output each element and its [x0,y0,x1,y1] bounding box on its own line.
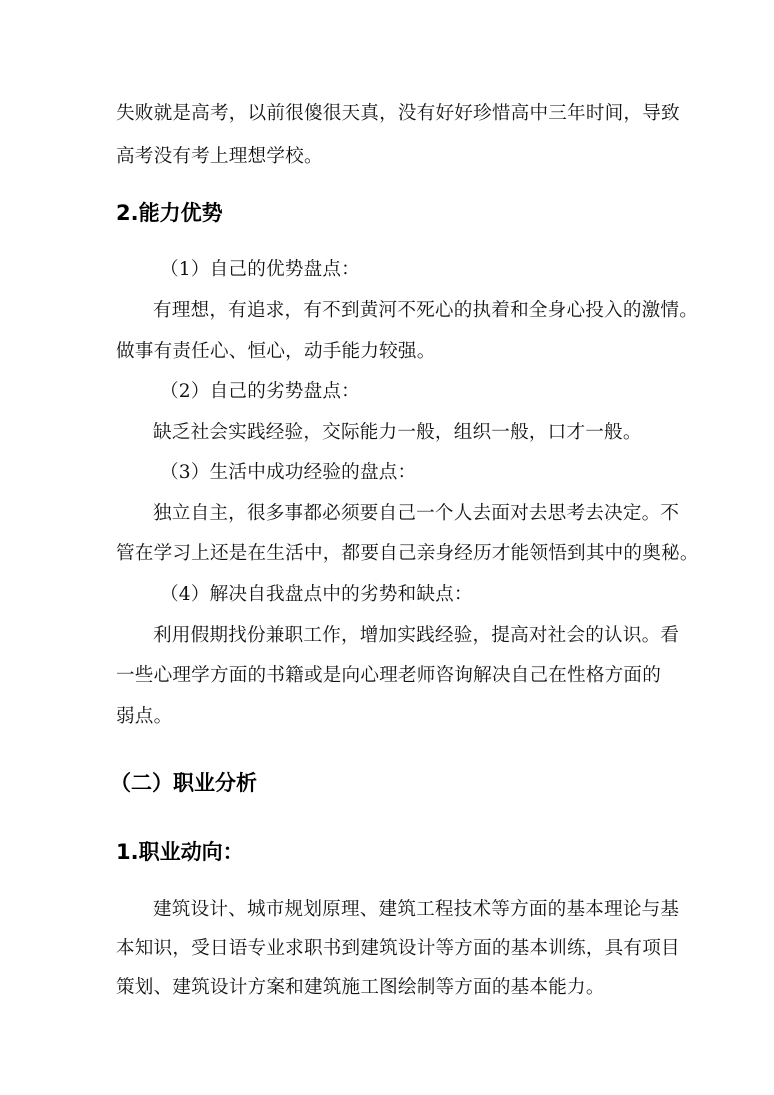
paragraph-line: 做事有责任心、恒心，动手能力较强。 [116,341,436,362]
section-heading-career: （二）职业分析 [110,771,257,795]
subsection-title: （4）解决自我盘点中的劣势和缺点： [160,584,473,605]
paragraph-line: 本知识，受日语专业求职书到建筑设计等方面的基本训练，具有项目 [116,938,680,959]
paragraph-line: 利用假期找份兼职工作，增加实践经验，提高对社会的认识。看 [153,625,680,646]
paragraph-line: 一些心理学方面的书籍或是向心理老师咨询解决自己在性格方面的 [116,665,662,686]
section-subheading-career-trend: 1.职业动向： [116,840,244,864]
paragraph-line: 失败就是高考，以前很傻很天真，没有好好珍惜高中三年时间，导致 [116,103,680,124]
paragraph-line: 弱点。 [116,706,173,727]
paragraph-line: 策划、建筑设计方案和建筑施工图绘制等方面的基本能力。 [116,977,605,998]
paragraph-line: 独立自主，很多事都必须要自己一个人去面对去思考去决定。不 [153,503,680,524]
paragraph-line: 建筑设计、城市规划原理、建筑工程技术等方面的基本理论与基 [153,899,680,920]
subsection-title: （3）生活中成功经验的盘点： [160,462,417,483]
paragraph-line: 高考没有考上理想学校。 [116,146,323,167]
paragraph-line: 管在学习上还是在生活中，都要自己亲身经历才能领悟到其中的奥秘。 [116,543,699,564]
section-heading-ability: 2.能力优势 [116,201,223,225]
paragraph-line: 缺乏社会实践经验，交际能力一般，组织一般，口才一般。 [153,422,642,443]
paragraph-line: 有理想，有追求，有不到黄河不死心的执着和全身心投入的激情。 [153,300,699,321]
subsection-title: （2）自己的劣势盘点： [160,381,360,402]
subsection-title: （1）自己的优势盘点： [160,259,360,280]
